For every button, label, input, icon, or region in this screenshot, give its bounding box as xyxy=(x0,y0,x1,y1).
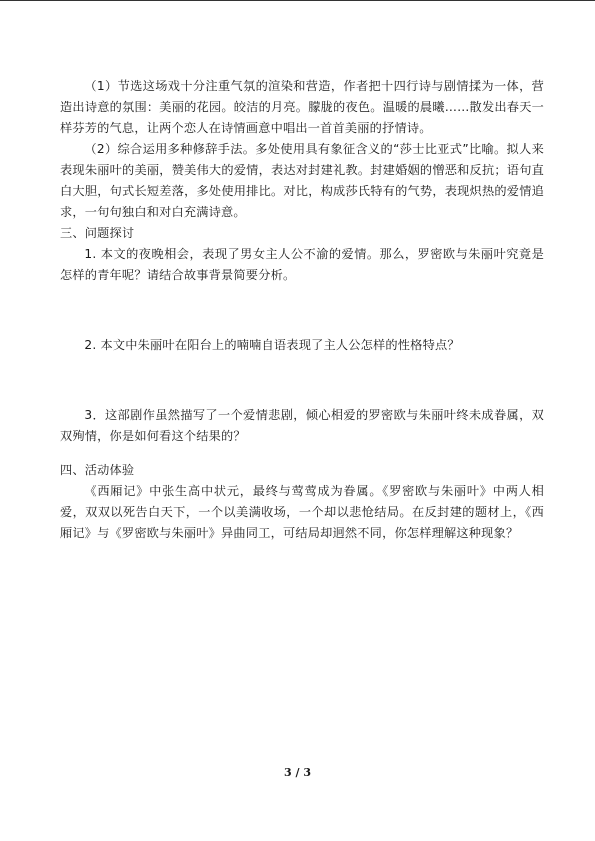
question-1: 1. 本文的夜晚相会，表现了男女主人公不渝的爱情。那么，罗密欧与朱丽叶究竟是怎样的青年呢？请结合故事背景简要分析。 xyxy=(60,247,544,282)
header-rule xyxy=(0,0,595,1)
question-3: 3．这部剧作虽然描写了一个爱情悲剧，倾心相爱的罗密欧与朱丽叶终未成眷属，双双殉情，你是如何看这个结果的？ xyxy=(60,408,544,443)
section-heading-activity: 四、活动体验 xyxy=(60,463,135,477)
answer-space-1 xyxy=(60,286,544,335)
analysis-item-2: （2）综合运用多种修辞手法。多处使用具有象征含义的“莎士比亚式”比喻。拟人来表现朱丽叶的美丽，赞美伟大的爱情，表达对封建礼教。封建婚姻的憎恶和反抗；语句直白大胆，句式长短差落，多处使用排比。对比，构成莎氏特有的气势，表现炽热的爱情追求，一句句独白和对白充满诗意。 xyxy=(60,142,544,219)
section-spacer xyxy=(60,447,544,460)
activity-text: 《西厢记》中张生高中状元，最终与莺莺成为眷属。《罗密欧与朱丽叶》中两人相爱，双双以死告白天下，一个以美满收场，一个却以悲怆结局。在反封建的题材上，《西厢记》与《罗密欧与朱丽叶》异曲同工，可结局却迥然不同，你怎样理解这种现象？ xyxy=(60,484,544,540)
section-heading-discussion: 三、问题探讨 xyxy=(60,226,135,240)
document-body xyxy=(60,76,544,544)
answer-space-2 xyxy=(60,356,544,405)
question-2: 2. 本文中朱丽叶在阳台上的喃喃自语表现了主人公怎样的性格特点？ xyxy=(84,338,460,352)
analysis-item-1: （1）节选这场戏十分注重气氛的渲染和营造，作者把十四行诗与剧情揉为一体，营造出诗意的氛围：美丽的花园。皎洁的月亮。朦胧的夜色。温暖的晨曦……散发出春天一样芬芳的气息，让两个恋人在诗情画意中唱出一首首美丽的抒情诗。 xyxy=(60,79,544,135)
page-number: 3 / 3 xyxy=(284,766,311,779)
